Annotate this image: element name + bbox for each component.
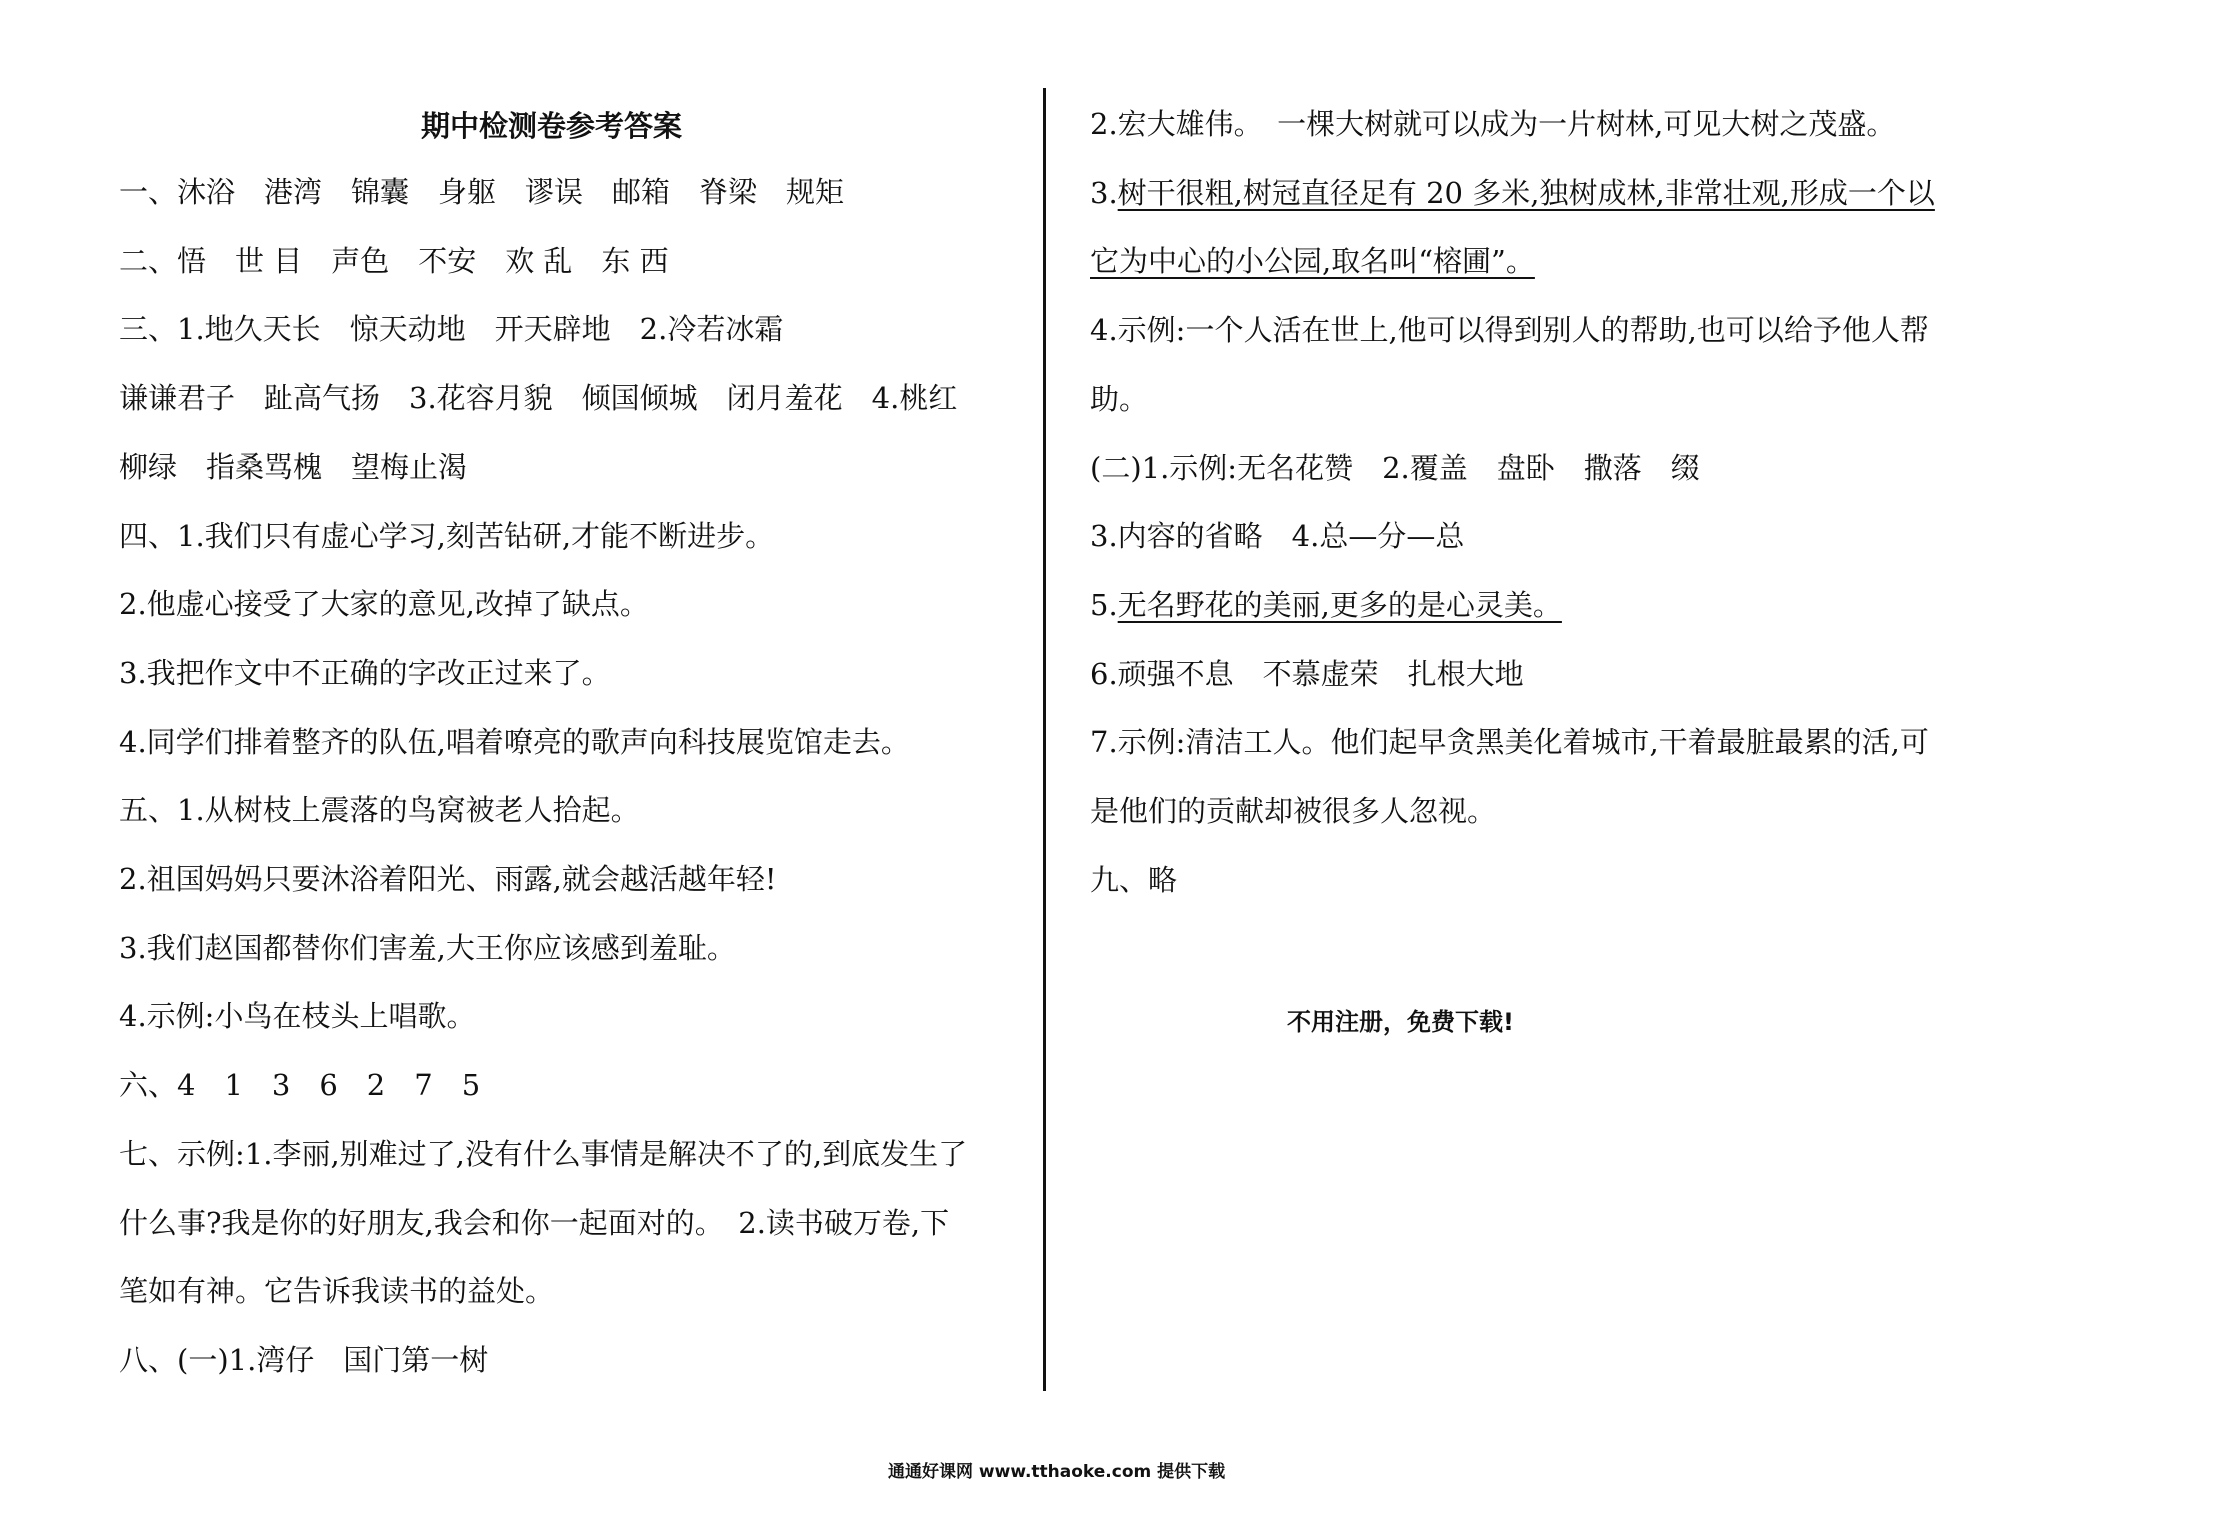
answer-line <box>1090 448 1700 488</box>
answer-line <box>1090 241 1535 281</box>
answer-line: 什么事?我是你的好朋友,我会和你一起面对的。 2.读书破万卷,下 <box>119 1205 950 1240</box>
answer-line: 六、4 1 3 6 2 7 5 <box>119 1068 481 1103</box>
answer-line <box>1090 654 1524 694</box>
answer-text: 4.示例:一个人活在世上,他可以得到别人的帮助,也可以给予他人帮 <box>1090 313 1929 348</box>
answer-text: 是他们的贡献却被很多人忽视。 <box>1090 794 1497 828</box>
answer-line: 一、沐浴 港湾 锦囊 身躯 谬误 邮箱 脊梁 规矩 <box>119 175 845 209</box>
column-divider <box>1043 88 1046 1391</box>
answer-text: (二)1.示例:无名花赞 2.覆盖 盘卧 撒落 缀 <box>1090 450 1700 485</box>
answer-line <box>1090 104 1895 144</box>
answer-line: 二、悟 世 目 声色 不安 欢 乱 东 西 <box>119 243 669 278</box>
answer-line: 四、1.我们只有虚心学习,刻苦钻研,才能不断进步。 <box>119 518 775 553</box>
answer-line: 4.示例:小鸟在枝头上唱歌。 <box>119 999 476 1034</box>
answer-line <box>1090 722 1929 762</box>
answer-line: 七、示例:1.李丽,别难过了,没有什么事情是解决不了的,到底发生了 <box>119 1136 968 1171</box>
answer-line: 笔如有神。它告诉我读书的益处。 <box>119 1274 555 1309</box>
underlined-answer-text: 无名野花的美丽,更多的是心灵美。 <box>1117 587 1562 622</box>
answer-line: 柳绿 指桑骂槐 望梅止渴 <box>119 449 468 484</box>
underlined-answer-text: 它为中心的小公园,取名叫“榕圃”。 <box>1090 244 1535 279</box>
answer-line <box>1090 860 1177 900</box>
answer-text: 3.内容的省略 4.总—分—总 <box>1090 519 1465 554</box>
answer-line <box>1090 585 1562 625</box>
underlined-answer-text: 树干很粗,树冠直径足有 20 多米,独树成林,非常壮观,形成一个以 <box>1117 175 1935 210</box>
answer-line <box>1090 791 1496 831</box>
answer-text: 九、略 <box>1090 862 1178 897</box>
answer-line: 八、(一)1.湾仔 国门第一树 <box>119 1342 489 1377</box>
answer-text: 助。 <box>1090 381 1149 416</box>
page-title: 期中检测卷参考答案 <box>421 109 683 143</box>
answer-line <box>1090 516 1464 556</box>
answer-line: 3.我把作文中不正确的字改正过来了。 <box>119 655 611 690</box>
footer-credit: 通通好课网 www.tthaoke.com 提供下载 <box>888 1462 1226 1482</box>
answer-text: 3. <box>1090 175 1118 210</box>
answer-text: 6.顽强不息 不慕虚荣 扎根大地 <box>1090 656 1524 691</box>
answer-line <box>1090 379 1148 419</box>
answer-line: 2.他虚心接受了大家的意见,改掉了缺点。 <box>119 587 649 622</box>
free-download-notice: 不用注册，免费下载! <box>1287 1008 1514 1036</box>
answer-line: 谦谦君子 趾高气扬 3.花容月貌 倾国倾城 闭月羞花 4.桃红 <box>119 381 958 416</box>
answer-line <box>1090 310 1929 350</box>
answer-text: 2.宏大雄伟。 一棵大树就可以成为一片树林,可见大树之茂盛。 <box>1090 107 1896 141</box>
answer-line: 五、1.从树枝上震落的鸟窝被老人拾起。 <box>119 793 640 828</box>
answer-line: 4.同学们排着整齐的队伍,唱着嘹亮的歌声向科技展览馆走去。 <box>119 724 910 759</box>
answer-line: 3.我们赵国都替你们害羞,大王你应该感到羞耻。 <box>119 930 736 965</box>
answer-text: 7.示例:清洁工人。他们起早贪黑美化着城市,干着最脏最累的活,可 <box>1090 725 1929 760</box>
answer-line: 三、1.地久天长 惊天动地 开天辟地 2.冷若冰霜 <box>119 312 784 347</box>
answer-line: 2.祖国妈妈只要沐浴着阳光、雨露,就会越活越年轻! <box>119 862 777 896</box>
answer-line <box>1090 173 1935 213</box>
answer-text: 5. <box>1090 587 1118 622</box>
